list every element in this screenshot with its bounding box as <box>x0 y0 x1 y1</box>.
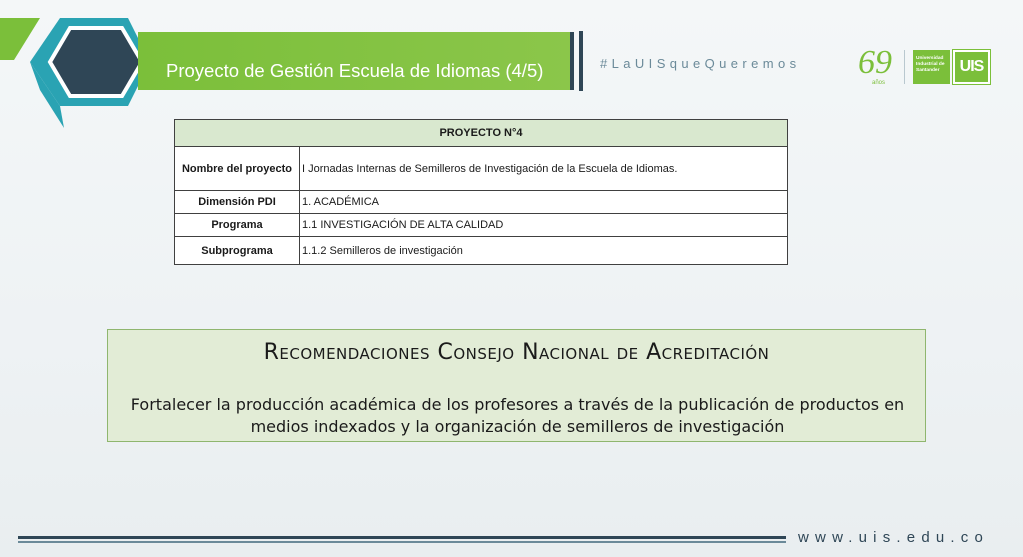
green-stripe-shape <box>0 18 40 60</box>
hashtag-text: #LaUISqueQueremos <box>600 56 801 71</box>
row-label: Nombre del proyecto <box>175 147 300 191</box>
row-value: 1. ACADÉMICA <box>300 191 788 214</box>
table-header-row <box>175 120 788 147</box>
anniversary-anos-label: años <box>872 80 886 86</box>
table-row <box>175 237 788 265</box>
table-row <box>175 214 788 237</box>
row-label: Dimensión PDI <box>175 191 300 214</box>
row-value: 1.1.2 Semilleros de investigación <box>300 237 788 265</box>
row-label: Subprograma <box>175 237 300 265</box>
project-table <box>174 119 788 265</box>
recommendation-box <box>107 329 926 442</box>
table-heading: PROYECTO N°4 <box>175 120 788 147</box>
table-row <box>175 191 788 214</box>
row-value: I Jornadas Internas de Semilleros de Investigación de la Escuela de Idiomas. <box>300 147 788 191</box>
navy-hexagon-inner <box>50 28 142 96</box>
anniversary-69-logo: 69 <box>858 44 892 81</box>
recommendation-body: Fortalecer la producción académica de los profesores a través de la publicación de productos en medios indexados y la organización de semilleros de investigación <box>130 395 905 436</box>
footer-line <box>18 536 786 539</box>
row-label: Programa <box>175 214 300 237</box>
university-name-logo: Universidad Industrial de Santander <box>913 50 950 84</box>
title-divider <box>579 31 583 91</box>
logo-divider <box>904 50 905 84</box>
page-title: Proyecto de Gestión Escuela de Idiomas (4/5) <box>166 60 544 81</box>
hexagon-decoration <box>0 0 160 135</box>
footer-line-thin <box>18 541 786 543</box>
recommendation-title: Recomendaciones Consejo Nacional de Acreditación <box>263 340 770 365</box>
row-value: 1.1 INVESTIGACIÓN DE ALTA CALIDAD <box>300 214 788 237</box>
table-row <box>175 147 788 191</box>
uis-logo-mark: UIS <box>953 50 990 84</box>
website-url: www.uis.edu.co <box>798 529 990 546</box>
